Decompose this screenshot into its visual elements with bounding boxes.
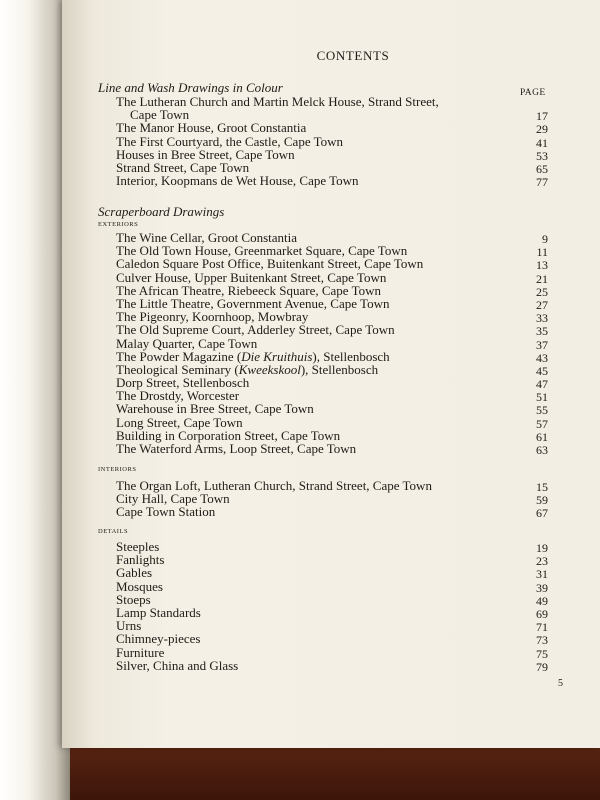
entry-title: Silver, China and Glass xyxy=(116,657,239,673)
list-item xyxy=(116,350,548,363)
entry-page-number: 29 xyxy=(536,122,548,137)
entry-page-number: 33 xyxy=(536,311,548,326)
section-title-scraperboard: Scraperboard Drawings xyxy=(98,204,225,219)
list-item xyxy=(116,593,548,606)
entry-page-number: 67 xyxy=(536,506,548,521)
entry-page-number: 27 xyxy=(536,297,548,312)
entry-title: The Little Theatre, Government Avenue, Cape Town xyxy=(116,295,390,311)
subsection-label-exteriors: EXTERIORS xyxy=(98,221,139,228)
entry-page-number: 73 xyxy=(536,633,548,648)
entry-page-number: 75 xyxy=(536,646,548,661)
book-gutter xyxy=(0,0,70,800)
entry-title: The African Theatre, Riebeeck Square, Cape Town xyxy=(116,282,382,298)
list-item xyxy=(116,401,548,418)
page-title: CONTENTS xyxy=(316,48,390,63)
list-item xyxy=(116,646,548,659)
entry-page-number: 53 xyxy=(536,148,548,163)
entry-title: Fanlights xyxy=(116,552,165,568)
entry-page-number: 15 xyxy=(536,480,548,494)
list-exteriors xyxy=(116,231,548,455)
entry-title: The Waterford Arms, Loop Street, Cape Town xyxy=(116,441,357,456)
entry-title: Malay Quarter, Cape Town xyxy=(116,335,258,351)
entry-title: Long Street, Cape Town xyxy=(116,414,243,430)
entry-page-number: 51 xyxy=(536,390,548,405)
entry-title: The Pigeonry, Koornhoop, Mowbray xyxy=(116,309,309,325)
list-item xyxy=(116,606,548,619)
entry-title: Caledon Square Post Office, Buitenkant Street, Cape Town xyxy=(116,256,424,272)
entry-title: The Old Town House, Greenmarket Square, Cape Town xyxy=(116,243,408,259)
entry-title: Steeples xyxy=(116,539,160,554)
entry-page-number: 77 xyxy=(536,175,548,190)
entry-title: Cape Town Station xyxy=(116,504,216,520)
entry-page-number: 63 xyxy=(536,443,548,457)
list-item xyxy=(116,256,548,273)
entry-page-number: 23 xyxy=(536,554,548,569)
subsection-label-details: DETAILS xyxy=(98,528,129,535)
entry-title: The Lutheran Church and Martin Melck House, Strand Street, xyxy=(116,94,439,109)
list-item xyxy=(116,540,548,553)
entry-title: The Manor House, Groot Constantia xyxy=(116,120,307,136)
entry-title: Furniture xyxy=(116,644,165,660)
entry-title: Cape Town xyxy=(130,107,190,123)
entry-page-number: 37 xyxy=(536,337,548,352)
list-item xyxy=(116,565,548,582)
entry-page-number: 57 xyxy=(536,416,548,431)
list-item xyxy=(116,337,548,350)
list-item xyxy=(116,148,548,161)
entry-page-number: 71 xyxy=(536,620,548,635)
table-surface xyxy=(0,740,600,800)
list-colour xyxy=(116,94,548,190)
entry-page-number: 9 xyxy=(542,232,548,246)
entry-title: Culver House, Upper Buitenkant Street, Cape Town xyxy=(116,269,387,285)
entry-page-number: 25 xyxy=(536,284,548,299)
entry-title: The Drostdy, Worcester xyxy=(116,388,240,404)
entry-title: The Powder Magazine (Die Kruithuis), Stellenbosch xyxy=(116,348,390,364)
entry-page-number: 45 xyxy=(536,363,548,378)
entry-page-number: 55 xyxy=(536,403,548,418)
entry-title: Houses in Bree Street, Cape Town xyxy=(116,146,295,162)
entry-page-number: 47 xyxy=(536,377,548,392)
entry-title: City Hall, Cape Town xyxy=(116,491,230,507)
entry-title: Strand Street, Cape Town xyxy=(116,159,250,175)
list-item xyxy=(116,442,548,455)
entry-title: Stoeps xyxy=(116,591,151,607)
entry-page-number: 41 xyxy=(536,135,548,150)
entry-page-number: 11 xyxy=(536,245,548,260)
subsection-label-interiors: INTERIORS xyxy=(98,466,137,473)
entry-title: Interior, Koopmans de Wet House, Cape Town xyxy=(116,173,359,189)
page-column-label: PAGE xyxy=(520,88,546,98)
entry-page-number: 43 xyxy=(536,350,548,365)
entry-page-number: 79 xyxy=(536,659,548,674)
entry-page-number: 65 xyxy=(536,161,548,176)
list-item xyxy=(116,322,548,339)
entry-page-number: 39 xyxy=(536,580,548,595)
section-title-colour: Line and Wash Drawings in Colour xyxy=(98,80,283,95)
entry-page-number: 49 xyxy=(536,593,548,608)
list-interiors xyxy=(116,479,548,519)
entry-page-number: 17 xyxy=(536,109,548,124)
entry-page-number: 13 xyxy=(536,258,548,273)
entry-page-number: 35 xyxy=(536,324,548,339)
list-item xyxy=(116,271,548,284)
entry-title: Chimney-pieces xyxy=(116,631,201,647)
entry-page-number: 61 xyxy=(536,429,548,444)
entry-title: Gables xyxy=(116,565,153,581)
entry-title: Building in Corporation Street, Cape Town xyxy=(116,427,341,443)
entry-title: The First Courtyard, the Castle, Cape Town xyxy=(116,133,344,149)
entry-title: Lamp Standards xyxy=(116,604,201,620)
list-item xyxy=(116,580,548,593)
entry-page-number: 59 xyxy=(536,493,548,508)
entry-title: Warehouse in Bree Street, Cape Town xyxy=(116,401,314,417)
entry-title: Urns xyxy=(116,618,142,634)
list-item xyxy=(116,120,548,137)
list-details xyxy=(116,540,548,672)
list-item xyxy=(116,284,548,297)
list-item xyxy=(116,173,548,190)
list-item xyxy=(116,135,548,148)
list-item xyxy=(116,416,548,429)
list-item xyxy=(116,631,548,648)
list-item xyxy=(116,659,548,672)
entry-title: Theological Seminary (Kweekskool), Stellenbosch xyxy=(116,361,379,377)
book-page xyxy=(62,0,600,748)
entry-page-number: 19 xyxy=(536,541,548,555)
entry-page-number: 21 xyxy=(536,271,548,286)
entry-title: Dorp Street, Stellenbosch xyxy=(116,375,250,391)
entry-page-number: 31 xyxy=(536,567,548,582)
entry-title: Mosques xyxy=(116,578,163,594)
entry-title: The Wine Cellar, Groot Constantia xyxy=(116,230,298,245)
list-item xyxy=(116,504,548,521)
list-item xyxy=(116,552,548,569)
page-number: 5 xyxy=(558,678,563,689)
entry-page-number: 69 xyxy=(536,606,548,621)
entry-title: The Organ Loft, Lutheran Church, Strand Street, Cape Town xyxy=(116,478,432,493)
entry-title: The Old Supreme Court, Adderley Street, Cape Town xyxy=(116,322,395,338)
